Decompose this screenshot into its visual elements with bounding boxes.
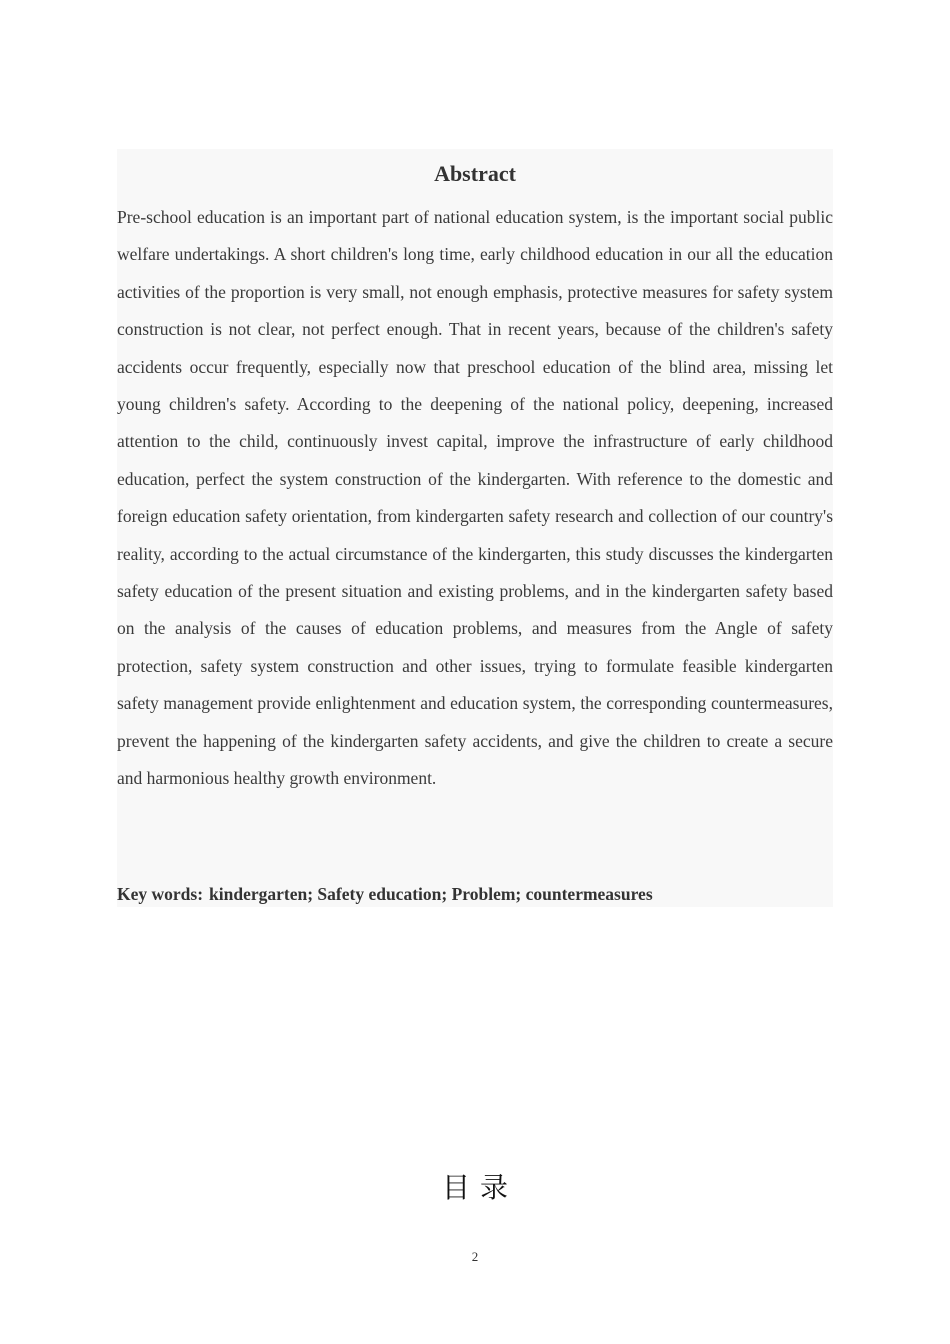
abstract-body: Pre-school education is an important part of national education system, is the important social public welfare undertakings. A short children's long time, early childhood education in our all the education activities of the proportion is very small, not enough emphasis, protective measures for safety system construction is not clear, not perfect enough. That in recent years, because of the children's safety accidents occur frequently, especially now that preschool education of the blind area, missing let young children's safety. According to the deepening of the national policy, deepening, increased attention to the child, continuously invest capital, improve the infrastructure of early childhood education, perfect the system construction of the kindergarten. With reference to the domestic and foreign education safety orientation, from kindergarten safety research and collection of our country's reality, according to the actual circumstance of the kindergarten, this study discusses the kindergarten safety education of the present situation and existing problems, and in the kindergarten safety based on the analysis of the causes of education problems, and measures from the Angle of safety protection, safety system construction and other issues, trying to formulate feasible kindergarten safety management provide enlightenment and education system, the corresponding countermeasures, prevent the happening of the kindergarten safety accidents, and give the children to create a secure and harmonious healthy growth environment. bbox=[117, 207, 833, 789]
keywords-values: kindergarten; Safety education; Problem; countermeasures bbox=[209, 884, 653, 904]
page-number: 2 bbox=[471, 1249, 479, 1264]
abstract-title: Abstract bbox=[434, 161, 516, 186]
keywords-line bbox=[117, 881, 833, 907]
abstract-section bbox=[117, 149, 833, 907]
table-of-contents-title: 目录 bbox=[441, 1171, 518, 1204]
keywords-label: Key words: bbox=[117, 884, 204, 904]
